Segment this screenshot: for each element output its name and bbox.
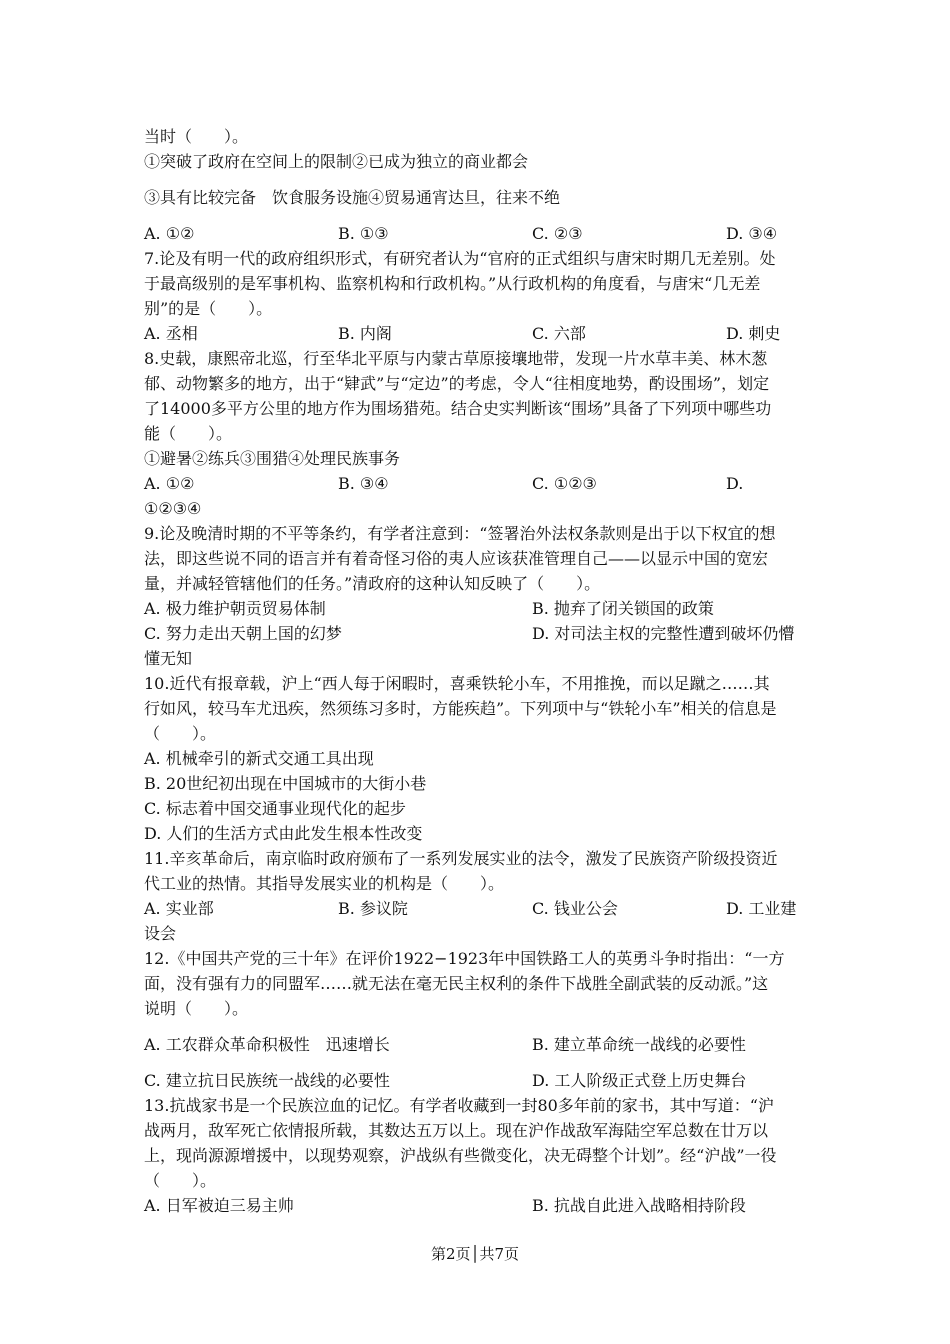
q9-option-c: C. 努力走出天朝上国的幻梦: [144, 624, 342, 643]
q6-items-line-2: ③具有比较完备 饮食服务设施④贸易通宵达旦，往来不绝: [144, 188, 561, 207]
q7-option-a: A. 丞相: [144, 324, 198, 343]
q11-option-c: C. 钱业公会: [532, 899, 618, 918]
q7-option-d: D. 刺史: [726, 324, 781, 343]
q12-options-row-1: [144, 1032, 810, 1057]
q8-option-d-wrap: ①②③④: [144, 499, 202, 518]
q7-stem-line-1: 7.论及有明一代的政府组织形式，有研究者认为“官府的正式组织与唐宋时期几无差别。处: [144, 249, 776, 268]
q11-option-d: D. 工业建: [726, 899, 797, 918]
q10-stem-line-1: 10.近代有报章载，沪上“西人每于闲暇时，喜乘铁轮小车，不用推挽，而以足蹴之……其: [144, 674, 770, 693]
q8-option-b: B. ③④: [338, 474, 389, 493]
page-footer: 第2页│共7页: [430, 1245, 520, 1263]
q9-option-d: D. 对司法主权的完整性遭到破坏仍懵: [532, 624, 795, 643]
q12-option-d: D. 工人阶级正式登上历史舞台: [532, 1071, 747, 1090]
q10-stem-line-2: 行如风，较马车尤迅疾，然须练习多时，方能疾趋”。下列项中与“铁轮小车”相关的信息是: [144, 699, 777, 718]
q11-option-d-wrap: 设会: [144, 924, 177, 943]
q12-option-a: A. 工农群众革命积极性 迅速增长: [144, 1035, 390, 1054]
q12-stem-line-3: 说明（ ）。: [144, 999, 249, 1018]
q10-option-b: B. 20世纪初出现在中国城市的大街小巷: [144, 774, 427, 793]
q9-stem-line-2: 法，即这些说不同的语言并有着奇怪习俗的夷人应该获准管理自己——以显示中国的宽宏: [144, 549, 769, 568]
q9-option-d-wrap: 懂无知: [144, 649, 193, 668]
q13-stem-line-3: 上，现尚源源增援中，以现势观察，沪战纵有些微变化，决无碍整个计划”。经“沪战”一役: [144, 1146, 777, 1165]
q9-options-row-1: [144, 596, 810, 621]
q6-option-d: D. ③④: [726, 224, 778, 243]
page-content: [144, 124, 810, 1218]
q12-options-row-2: [144, 1068, 810, 1093]
q10-option-a: A. 机械牵引的新式交通工具出现: [144, 749, 374, 768]
q7-options: [144, 321, 810, 346]
q8-stem-line-2: 郁、动物繁多的地方，出于“肄武”与“定边”的考虑，令人“往相度地势，酌设围场”，划定: [144, 374, 770, 393]
q12-stem-line-1: 12.《中国共产党的三十年》在评价1922−1923年中国铁路工人的英勇斗争时指出：“一方: [144, 949, 785, 968]
q10-stem-line-3: （ ）。: [144, 724, 217, 743]
q11-stem-line-2: 代工业的热情。其指导发展实业的机构是（ ）。: [144, 874, 505, 893]
q11-option-a: A. 实业部: [144, 899, 214, 918]
q11-stem-line-1: 11.辛亥革命后，南京临时政府颁布了一系列发展实业的法令，激发了民族资产阶级投资近: [144, 849, 778, 868]
q6-tail: 当时（ ）。: [144, 127, 249, 146]
q13-stem-line-2: 战两月，敌军死亡依情报所载，其数达五万以上。现在沪作战敌军海陆空军总数在廿万以: [144, 1121, 769, 1140]
q12-option-b: B. 建立革命统一战线的必要性: [532, 1035, 746, 1054]
q6-option-c: C. ②③: [532, 224, 583, 243]
q6-items-line-1: ①突破了政府在空间上的限制②已成为独立的商业都会: [144, 152, 529, 171]
q8-option-d: D.: [726, 474, 744, 493]
q11-options: [144, 896, 810, 921]
q7-option-c: C. 六部: [532, 324, 586, 343]
q10-option-c: C. 标志着中国交通事业现代化的起步: [144, 799, 406, 818]
q9-options-row-2: [144, 621, 810, 646]
q8-options: [144, 471, 810, 496]
q8-stem-line-1: 8.史载，康熙帝北巡，行至华北平原与内蒙古草原接壤地带，发现一片水草丰美、林木葱: [144, 349, 768, 368]
q7-option-b: B. 内阁: [338, 324, 392, 343]
q13-option-b: B. 抗战自此进入战略相持阶段: [532, 1196, 746, 1215]
q13-options-row-1: [144, 1193, 810, 1218]
q9-option-b: B. 抛弃了闭关锁国的政策: [532, 599, 714, 618]
q13-option-a: A. 日军被迫三易主帅: [144, 1196, 294, 1215]
q12-stem-line-2: 面，没有强有力的同盟军……就无法在毫无民主权利的条件下战胜全副武装的反动派。”这: [144, 974, 769, 993]
q13-stem-line-1: 13.抗战家书是一个民族泣血的记忆。有学者收藏到一封80多年前的家书，其中写道：“沪: [144, 1096, 774, 1115]
q9-option-a: A. 极力维护朝贡贸易体制: [144, 599, 326, 618]
q9-stem-line-3: 量，并减轻管辖他们的任务。”清政府的这种认知反映了（ ）。: [144, 574, 601, 593]
q6-option-b: B. ①③: [338, 224, 389, 243]
q7-stem-line-2: 于最高级别的是军事机构、监察机构和行政机构。”从行政机构的角度看，与唐宋“几无差: [144, 274, 761, 293]
q12-option-c: C. 建立抗日民族统一战线的必要性: [144, 1071, 390, 1090]
q7-stem-line-3: 别”的是（ ）。: [144, 299, 273, 318]
q8-option-c: C. ①②③: [532, 474, 597, 493]
q9-stem-line-1: 9.论及晚清时期的不平等条约，有学者注意到：“签署治外法权条款则是出于以下权宜的想: [144, 524, 776, 543]
q8-items: ①避暑②练兵③围猎④处理民族事务: [144, 449, 401, 468]
q8-stem-line-4: 能（ ）。: [144, 424, 233, 443]
q13-stem-line-4: （ ）。: [144, 1171, 217, 1190]
q6-option-a: A. ①②: [144, 224, 195, 243]
q8-stem-line-3: 了14000多平方公里的地方作为围场猎苑。结合史实判断该“围场”具备了下列项中哪些功: [144, 399, 772, 418]
q6-options: [144, 221, 810, 246]
q8-option-a: A. ①②: [144, 474, 195, 493]
q11-option-b: B. 参议院: [338, 899, 408, 918]
q10-option-d: D. 人们的生活方式由此发生根本性改变: [144, 824, 423, 843]
